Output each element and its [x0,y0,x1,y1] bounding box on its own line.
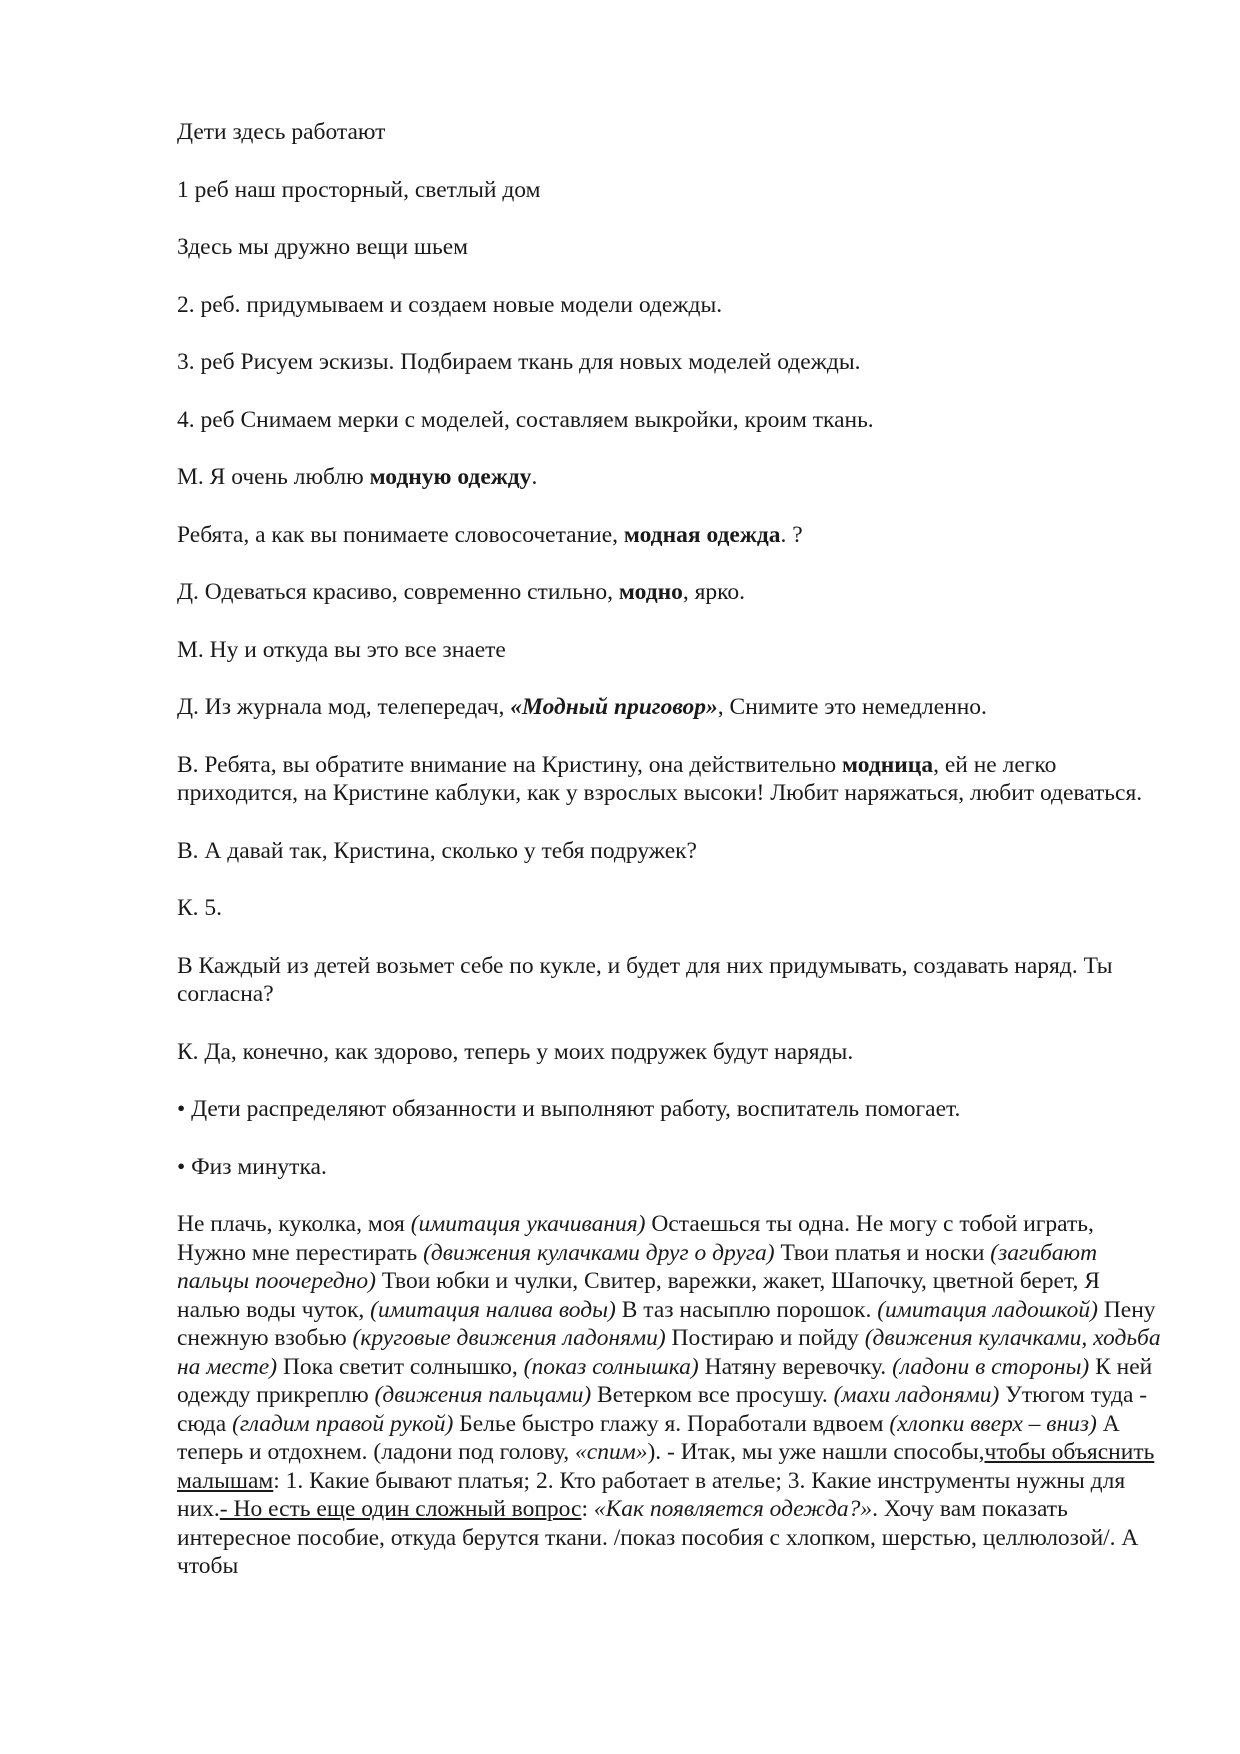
bold-term: модная одежда [623,521,781,548]
text-run: Постираю и пойду [665,1325,865,1351]
text-run: . [531,464,538,490]
italic-stage-direction: (движения пальцами) [374,1382,592,1408]
paragraph-2: 1 реб наш просторный, светлый дом [177,176,541,203]
text-run: , ярко. [682,579,746,605]
italic-stage-direction: (имитация ладошкой) [877,1296,1098,1323]
text-run: А теперь и отдохнем. (ладони под голову, [177,1410,1120,1465]
bold-term: модница [842,751,934,778]
paragraph-11 [177,693,1162,722]
underlined-text: чтобы объяснить малышам [177,1439,1155,1494]
italic-stage-direction: (имитация налива воды) [370,1296,616,1323]
text-run: В. Ребята, вы обратите внимание на Кристину, она действительно [177,751,843,778]
bold-term: модно [618,579,683,605]
text-run: : 1. Какие бывают платья; 2. Кто работает в ателье; 3. Какие инструменты нужны для них. [177,1467,1126,1522]
paragraph-19-fizminutka-text [177,1210,1162,1581]
paragraph-10: М. Ну и откуда вы это все знаете [177,636,506,663]
italic-stage-direction: (показ солнышка) [523,1353,699,1380]
italic-stage-direction: (загибают пальцы поочередно) [177,1239,1098,1294]
document-body [177,118,1162,1581]
text-run: Твои платья и носки [774,1239,991,1266]
text-run: ). - Итак, мы уже нашли способы, [647,1439,985,1465]
text-run: , ей не легко приходится, на Кристине каблуки, как у взрослых высоки! Любит наряжаться, любит одеваться. [177,751,1143,806]
italic-stage-direction: (махи ладонями) [833,1382,1000,1408]
paragraph-5: 3. реб Рисуем эскизы. Подбираем ткань для новых моделей одежды. [177,349,861,375]
italic-stage-direction: «Как появляется одежда?» [593,1496,873,1522]
paragraph-6: 4. реб Снимаем мерки с моделей, составляем выкройки, кроим ткань. [177,406,874,433]
paragraph-16: К. Да, конечно, как здорово, теперь у моих подружек будут наряды. [177,1038,854,1065]
italic-stage-direction: (гладим правой рукой) [232,1410,454,1437]
italic-stage-direction: (движения кулачками друг о друга) [423,1239,775,1266]
text-run: Не плачь, куколка, моя [177,1211,411,1237]
text-run: Пока светит солнышко, [277,1353,524,1380]
paragraph-12 [177,751,1162,808]
text-run: Ветерком все просушу. [591,1382,834,1408]
paragraph-13: В. А давай так, Кристина, сколько у тебя подружек? [177,837,697,864]
text-run: Д. Из журнала мод, телепередач, [177,694,511,720]
text-run: Пену снежную взобью [177,1296,1156,1351]
text-run: : [581,1496,594,1522]
text-run: , Снимите это немедленно. [717,694,987,720]
paragraph-14: К. 5. [177,895,223,921]
bold-term: модную одежду [369,464,532,490]
paragraph-15: В Каждый из детей возьмет себе по кукле, и будет для них придумывать, создавать наряд. Ты согласна? [177,952,1113,1007]
italic-stage-direction: (ладони в стороны) [892,1353,1090,1380]
italic-stage-direction: (круговые движения ладонями) [352,1325,666,1351]
text-run: Утюгом туда - сюда [177,1382,1148,1437]
bullet-paragraph-18: • Физ минутка. [177,1153,327,1180]
paragraph-9 [177,578,1162,607]
text-run: Натяну веревочку. [698,1353,893,1380]
text-run: . ? [780,521,803,548]
underlined-text: - Но есть еще один сложный вопрос [219,1496,582,1522]
paragraph-3: Здесь мы дружно вещи шьем [177,234,469,260]
text-run: К ней одежду прикреплю [177,1353,1153,1408]
bold-italic-term: «Модный приговор» [510,694,718,720]
text-run: Остаешься ты одна. Не могу с тобой играть, Нужно мне перестирать [177,1211,1094,1266]
paragraph-1: Дети здесь работают [177,119,386,145]
text-run: В таз насыплю порошок. [615,1296,878,1323]
text-run: Белье быстро глажу я. Поработали вдвоем [453,1410,890,1437]
text-run: М. Я очень люблю [177,464,370,490]
text-run: Ребята, а как вы понимаете словосочетание, [177,521,624,548]
paragraph-8 [177,521,1162,550]
italic-stage-direction: «спим» [575,1439,648,1465]
italic-stage-direction: (движения кулачками, ходьба на месте) [177,1325,1161,1380]
italic-stage-direction: (хлопки вверх – вниз) [889,1410,1097,1437]
text-run: Твои юбки и чулки, Свитер, варежки, жакет, Шапочку, цветной берет, Я налью воды чуток, [177,1268,1100,1323]
italic-stage-direction: (имитация укачивания) [410,1211,646,1237]
bullet-paragraph-17: • Дети распределяют обязанности и выполняют работу, воспитатель помогает. [177,1096,961,1122]
paragraph-7 [177,463,1162,492]
text-run: Д. Одеваться красиво, современно стильно, [177,579,619,605]
paragraph-4: 2. реб. придумываем и создаем новые модели одежды. [177,291,723,318]
text-run: . Хочу вам показать интересное пособие, откуда берутся ткани. /показ пособия с хлопком, шерстью, целлюлозой/. А чтобы [177,1496,1139,1579]
